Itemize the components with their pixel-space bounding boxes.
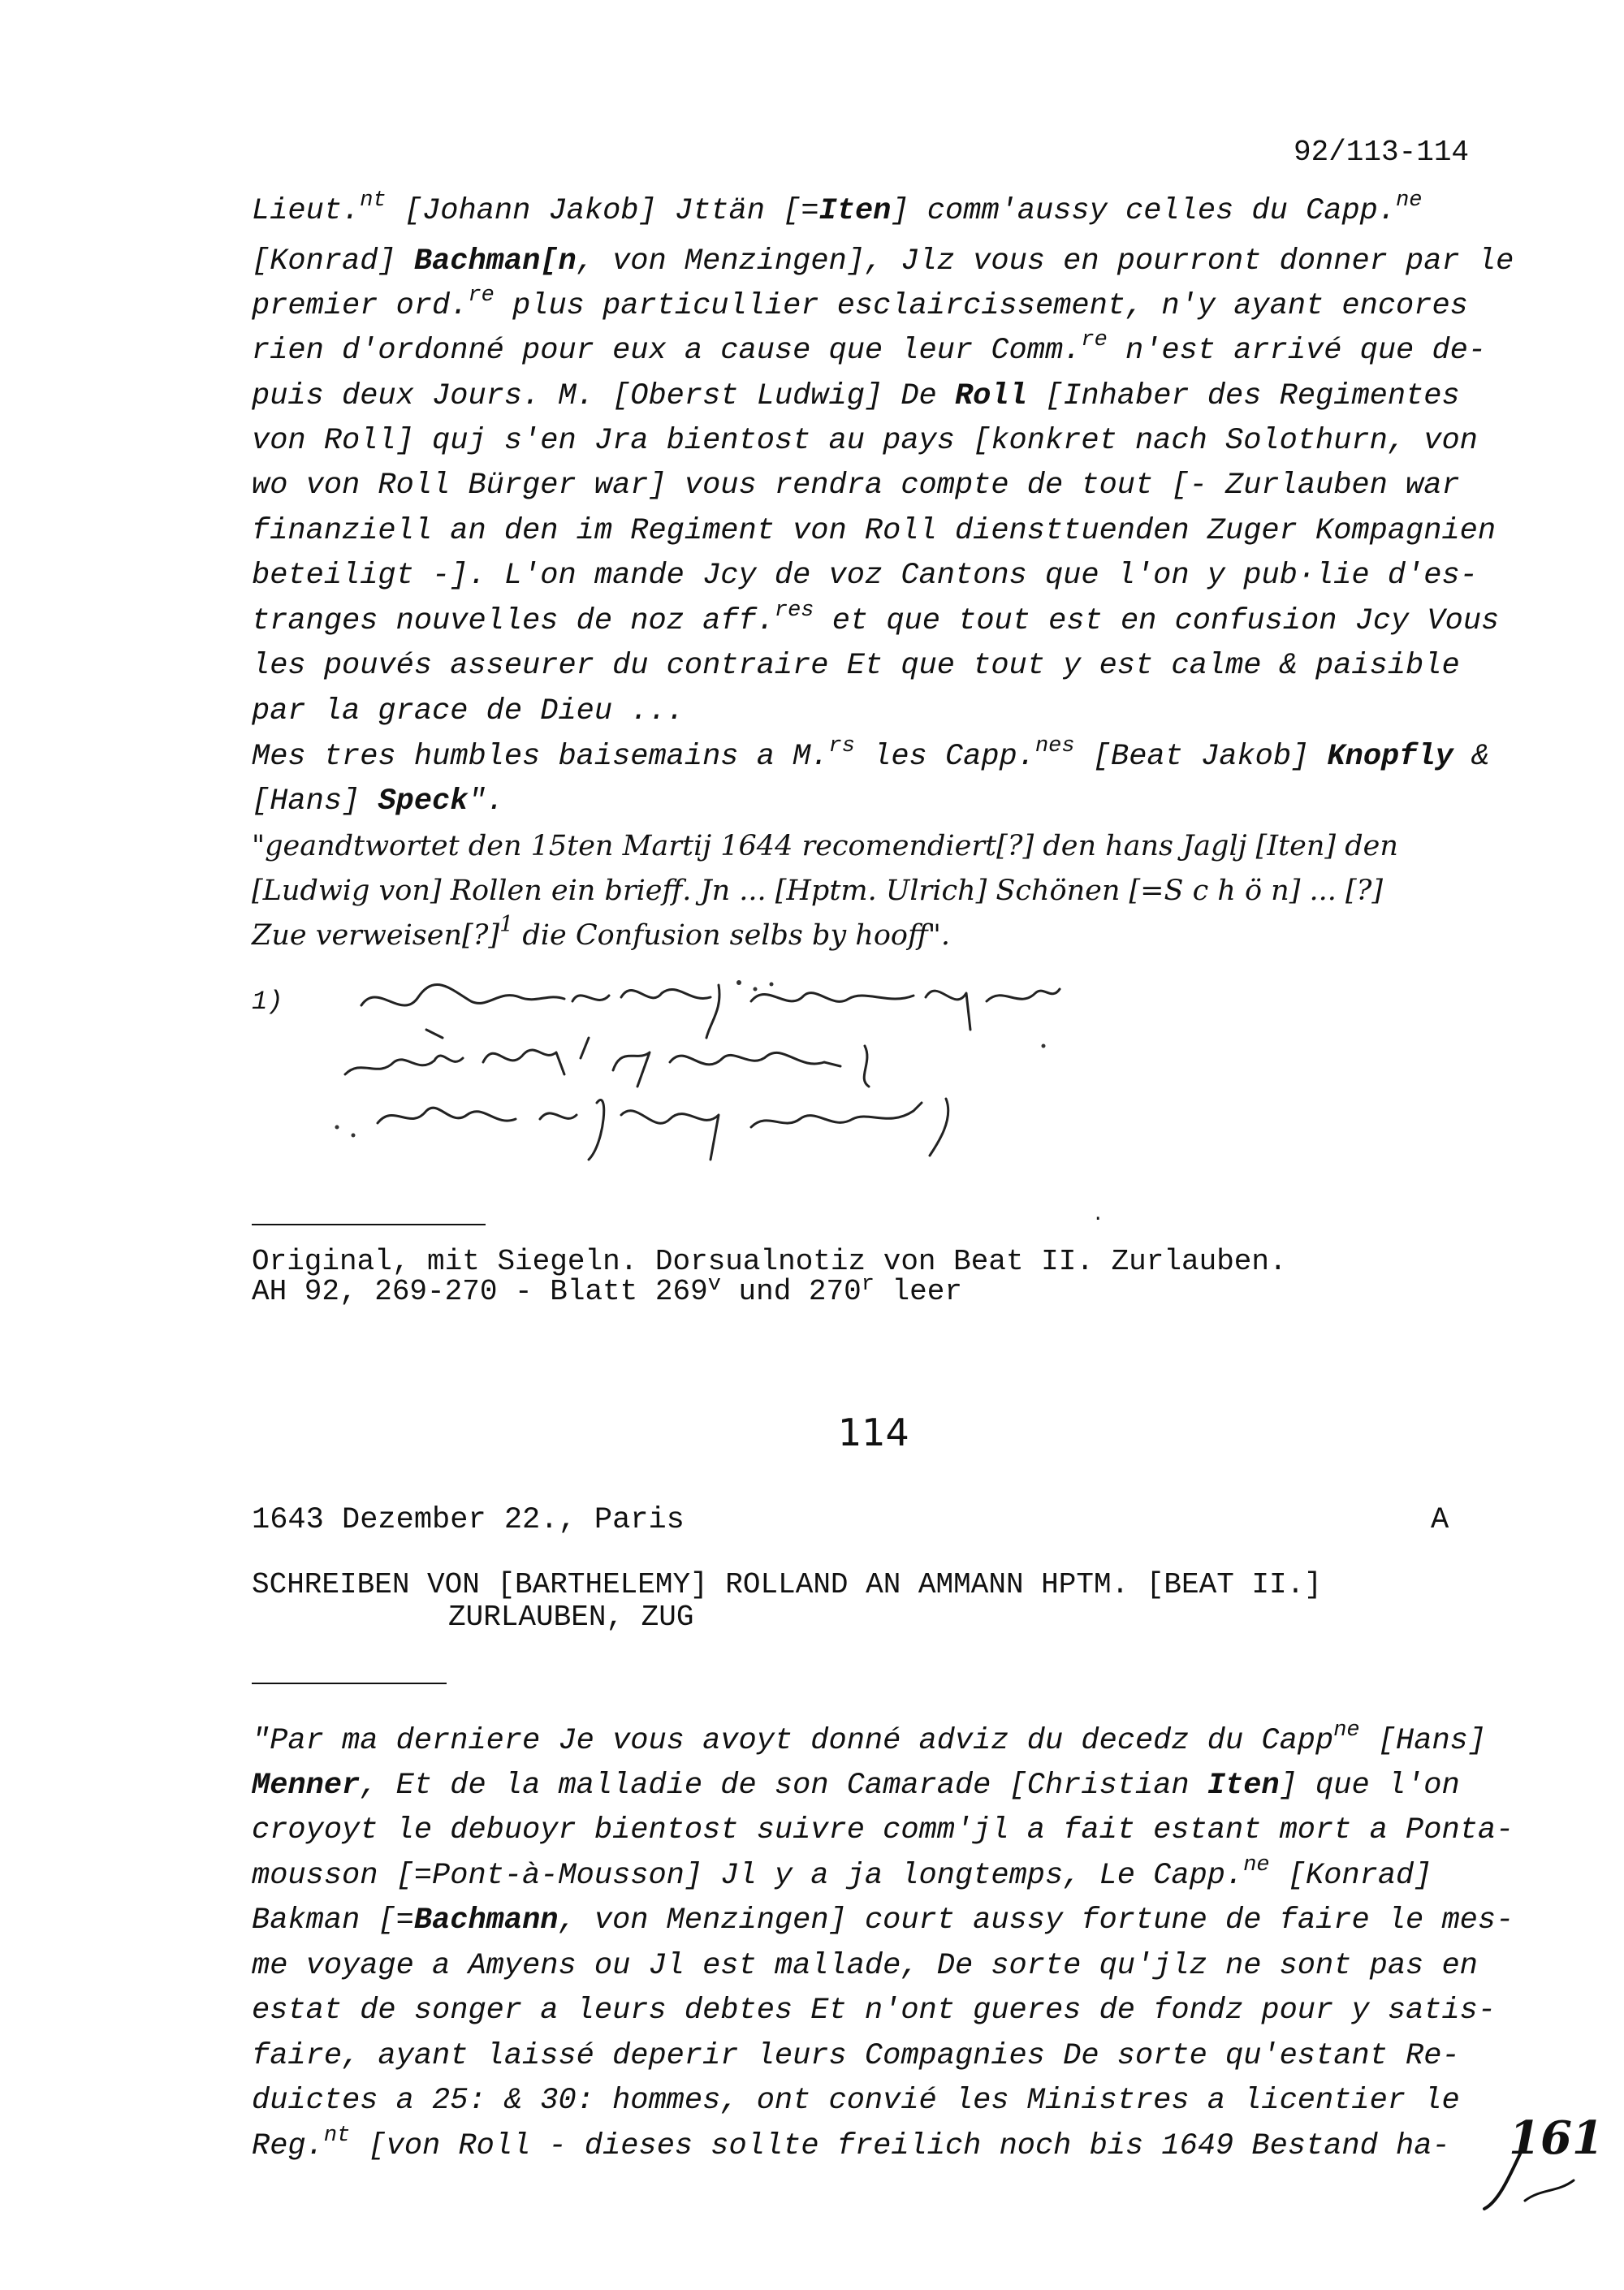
text-line: "Par ma derniere Je vous avoyt donné adviz du decedz du Capp$^{ne}$ [Hans] (252, 1718, 1487, 1758)
text-line: les pouvés asseurer du contraire Et que tout y est calme & paisible (252, 649, 1460, 683)
text-line: duictes a 25: & 30: hommes, ont convié les Ministres a licentier le (252, 2084, 1460, 2118)
text-line: [Hans] Speck". (252, 784, 504, 819)
text-line: wo von Roll Bürger war] vous rendra compte de tout [- Zurlauben war (252, 469, 1460, 503)
source-note-line: Original, mit Siegeln. Dorsualnotiz von Beat II. Zurlauben. (252, 1245, 1287, 1278)
text-line: par la grace de Dieu ... (252, 694, 685, 728)
text-line: premier ord.$^{re}$ plus particullier esclaircissement, n'y ayant encores (252, 283, 1468, 323)
source-note-line: AH 92, 269-270 - Blatt 269$^v$ und 270$^r$ leer (252, 1272, 962, 1308)
text-line: mousson [=Pont-à-Mousson] Jl y a ja longtemps, Le Capp.$^{ne}$ [Konrad] (252, 1853, 1432, 1893)
strikethrough-mark-icon (1476, 2111, 1598, 2225)
doc-date-place: 1643 Dezember 22., Paris (252, 1503, 685, 1537)
text-line: Lieut.$^{nt}$ [Johann Jakob] Jttän [=Iten] comm'aussy celles du Capp.$^{ne}$ (252, 188, 1423, 228)
text-line: croyoyt le debuoyr bientost suivre comm'jl a fait estant mort a Ponta- (252, 1813, 1514, 1847)
footnote-rule (252, 1224, 486, 1225)
doc-title: ZURLAUBEN, ZUG (448, 1601, 694, 1634)
doc-title: SCHREIBEN VON [BARTHELEMY] ROLLAND AN AMMANN HPTM. [BEAT II.] (252, 1568, 1322, 1601)
doc-letter: A (1431, 1503, 1449, 1537)
text-line: Menner, Et de la malladie de son Camarade [Christian Iten] que l'on (252, 1769, 1460, 1803)
header-rule (252, 1683, 447, 1684)
document-page: 92/113-114 Lieut.$^{nt}$ [Johann Jakob] Jttän [=Iten] comm'aussy celles du Capp.$^{ne}$ [Konrad] Bachman[n, von Menzingen], Jlz vous en pourront donner par le premier ord.$^{re}$ plus particullier esclaircissement, n'y ayant encores rien d'ordonné pour eux a cause que leur Comm.$^{re}$ n'est arrivé que de- puis deux Jours. M. [Oberst Ludwig] De Roll [Inhaber des Regimentes von Roll] quj s'en Jra bientost au pays [konkret nach Solothurn, von wo von Roll Bürger war] vous rendra compte de tout [- Zurlauben war finanziell an den im Regiment von Roll diensttuenden Zuger Kompagnien beteiligt -]. L'on mande Jcy de voz Cantons que l'on y pub·lie d'es- tranges nouvelles de noz aff.$^{res}$ et que tout est en confusion Jcy Vous les pouvés asseurer du contraire Et que tout y est calme & paisible par la grace de Dieu ... Mes tres humbles baisemains a M.$^{rs}$ les Capp.$^{nes}$ [Beat Jakob] Knopfly & [Hans] Speck". "geandtwortet den 15ten Martij 1644 recomendiert[?] den hans Jaglj [Iten] den [Ludwig von] Rollen ein brieff. Jn ... [Hptm. Ulrich] Schönen [=S c h ö n] ... [?] Zue verweisen[?]$^1$ die Confusion selbs by hooff". 1) · Original, mit Siegeln. Dorsualnotiz von Beat II. Zurlauben. AH 92, 269-270 - Blatt 269$^v$ und 270$^r$ leer 114 1643 Dezember 22., Paris A SCHREIBEN VON [BARTHELEMY] ROLLAND AN AMMANN HPTM. [BEAT II.] ZURLAUBEN, ZUG "Par ma derniere Je vous avoyt donné adviz du decedz du Capp$^{ne}$ [Hans] Menner, Et de la malladie de son Camarade [Christian Iten] que l'on croyoyt le debuoyr bientost suivre comm'jl a fait estant mort a Ponta- mousson [=Pont-à-Mousson] Jl y a ja longtemps, Le Capp.$^{ne}$ [Konrad] Bakman [=Bachmann, von Menzingen] court aussy fortune de faire le mes- me voyage a Amyens ou Jl est mallade, De sorte qu'jlz ne sont pas en estat de songer a leurs debtes Et n'ont gueres de fondz pour y satis- faire, ayant laissé deperir leurs Compagnies De sorte qu'estant Re- duictes a 25: & 30: hommes, ont convié les Ministres a licentier le Reg.$^{nt}$ [von Roll - dieses sollte freilich noch bis 1649 Bestand ha- 161 (0, 0, 1624, 2290)
text-line: Mes tres humbles baisemains a M.$^{rs}$ les Capp.$^{nes}$ [Beat Jakob] Knopfly & (252, 734, 1490, 774)
text-line: "geandtwortet den 15ten Martij 1644 recomendiert[?] den hans Jaglj [Iten] den (252, 830, 1398, 862)
text-line: von Roll] quj s'en Jra bientost au pays [konkret nach Solothurn, von (252, 424, 1478, 458)
stray-dot: · (1092, 1208, 1104, 1230)
footnote-number: 1) (252, 987, 283, 1017)
text-line: [Ludwig von] Rollen ein brieff. Jn ... [Hptm. Ulrich] Schönen [=S c h ö n] ... [?] (252, 875, 1384, 907)
text-line: [Konrad] Bachman[n, von Menzingen], Jlz vous en pourront donner par le (252, 244, 1514, 279)
text-line: tranges nouvelles de noz aff.$^{res}$ et que tout est en confusion Jcy Vous (252, 598, 1500, 638)
text-line: faire, ayant laissé deperir leurs Compagnies De sorte qu'estant Re- (252, 2039, 1460, 2073)
text-line: Reg.$^{nt}$ [von Roll - dieses sollte freilich noch bis 1649 Bestand ha- (252, 2124, 1450, 2163)
text-line: beteiligt -]. L'on mande Jcy de voz Cantons que l'on y pub·lie d'es- (252, 559, 1478, 593)
handwriting-facsimile (329, 965, 1145, 1176)
text-line: Zue verweisen[?]$^1$ die Confusion selbs by hooff". (252, 912, 950, 952)
text-line: finanziell an den im Regiment von Roll diensttuenden Zuger Kompagnien (252, 514, 1497, 548)
text-line: puis deux Jours. M. [Oberst Ludwig] De Roll [Inhaber des Regimentes (252, 379, 1460, 413)
document-number: 114 (838, 1411, 909, 1454)
text-line: Bakman [=Bachmann, von Menzingen] court aussy fortune de faire le mes- (252, 1903, 1514, 1938)
page-reference: 92/113-114 (1294, 136, 1470, 169)
text-line: rien d'ordonné pour eux a cause que leur Comm.$^{re}$ n'est arrivé que de- (252, 328, 1487, 368)
text-line: me voyage a Amyens ou Jl est mallade, De sorte qu'jlz ne sont pas en (252, 1949, 1478, 1983)
text-line: estat de songer a leurs debtes Et n'ont gueres de fondz pour y satis- (252, 1994, 1497, 2028)
